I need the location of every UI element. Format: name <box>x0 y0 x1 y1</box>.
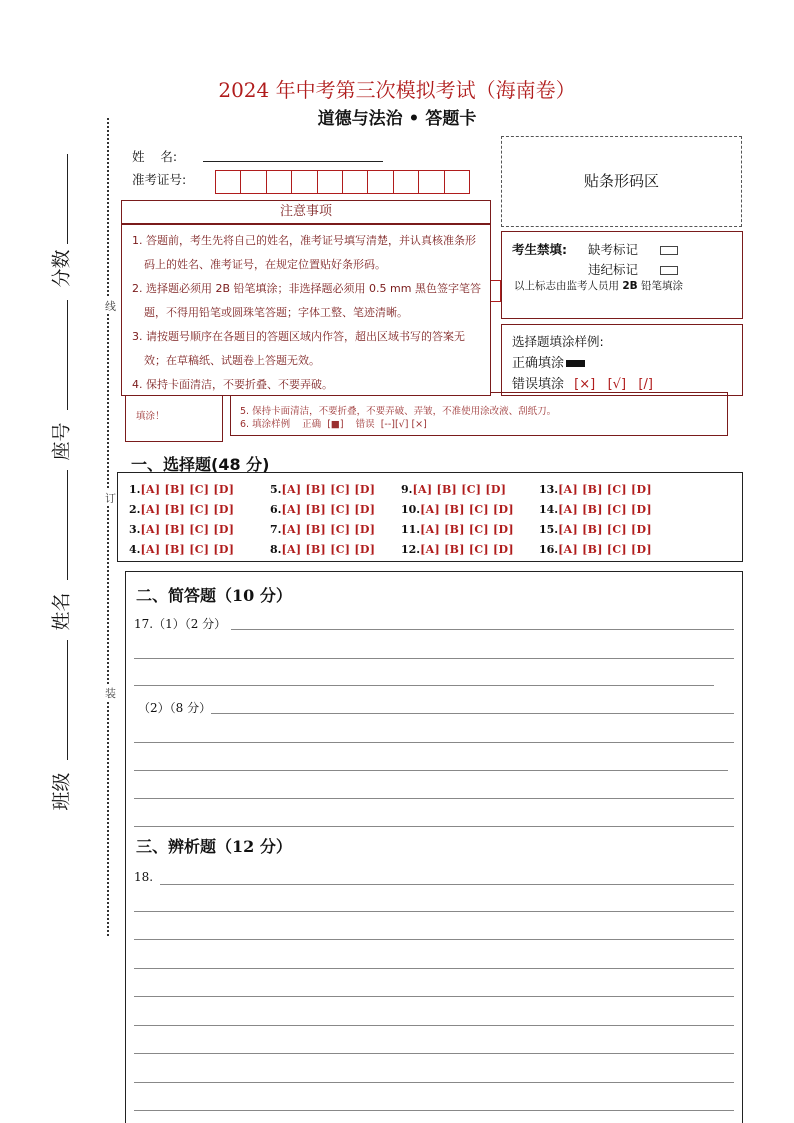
fill-sample-box <box>501 324 743 396</box>
score-underline <box>67 154 68 244</box>
notice-item: 2. 选择题必须用 2B 铅笔填涂；非选择题必须用 0.5 mm 黑色签字笔答题，不得用铅笔或圆珠笔答题；字体工整、笔迹清晰。 <box>132 282 481 319</box>
answer-line[interactable] <box>134 658 734 659</box>
q18-label: 18. <box>134 870 154 884</box>
answer-line[interactable] <box>134 685 714 686</box>
notice-item: 4. 保持卡面清洁，不要折叠、不要弄破。 <box>132 378 333 391</box>
notice-item: 1. 答题前，考生先将自己的姓名，准考证号填写清楚，并认真核准条形码上的姓名、准考证号，在规定位置贴好条形码。 <box>132 234 476 271</box>
ghost-fill-text: 填涂！ <box>136 411 165 422</box>
choice-q13[interactable]: 13.[A] [B] [C] [D] <box>539 483 652 496</box>
seat-underline <box>67 300 68 410</box>
exam-check-note: 以上标志由监考人员用 2B 铅笔填涂 <box>514 280 683 292</box>
exam-subtitle: 道德与法治 • 答题卡 <box>317 109 477 129</box>
choice-q1[interactable]: 1.[A] [B] [C] [D] <box>129 483 235 496</box>
q17-2-label: （2）（8 分） <box>138 701 212 715</box>
choice-q14[interactable]: 14.[A] [B] [C] [D] <box>539 503 652 516</box>
answer-line[interactable] <box>134 1053 734 1054</box>
violation-mark-label: 违纪标记 <box>588 262 639 277</box>
notice-item: 3. 请按题号顺序在各题目的答题区域内作答，超出区域书写的答案无效；在草稿纸、试题卷上答题无效。 <box>132 330 465 367</box>
answer-line[interactable] <box>134 911 734 912</box>
bind-mark-line: 线 <box>105 300 116 313</box>
exam-title: 2024 年中考第三次模拟考试（海南卷） <box>218 78 576 102</box>
fill-sample-wrong: 错误填涂 [×] [√] [/] <box>512 377 653 392</box>
section3-title: 三、辨析题（12 分） <box>136 837 292 856</box>
absent-mark[interactable] <box>588 240 678 258</box>
choice-q9[interactable]: 9.[A] [B] [C] [D] <box>401 483 507 496</box>
binding-line <box>107 118 109 936</box>
answer-area <box>125 571 743 1123</box>
answer-line[interactable] <box>134 742 734 743</box>
barcode-area: 贴条形码区 <box>501 136 742 227</box>
section2-title: 二、简答题（10 分） <box>136 586 292 605</box>
side-seat-label: 座号 <box>50 422 73 461</box>
answer-line[interactable] <box>211 713 734 714</box>
absent-mark-box[interactable] <box>660 246 678 255</box>
choice-q12[interactable]: 12.[A] [B] [C] [D] <box>401 543 514 556</box>
answer-line[interactable] <box>231 629 734 630</box>
fill-sample-title: 选择题填涂样例: <box>512 334 604 349</box>
choice-q7[interactable]: 7.[A] [B] [C] [D] <box>270 523 376 536</box>
exam-check-box <box>501 231 743 319</box>
answer-line[interactable] <box>134 968 734 969</box>
answer-line[interactable] <box>134 939 734 940</box>
ghost-line-5: 5. 保持卡面清洁，不要折叠，不要弄破、弄皱，不准使用涂改液、刮纸刀。 <box>240 406 557 417</box>
notice-title: 注意事项 <box>121 200 491 224</box>
side-name-label: 姓名 <box>50 592 73 631</box>
choice-q2[interactable]: 2.[A] [B] [C] [D] <box>129 503 235 516</box>
ghost-line-6: 6. 填涂样例 正确 [■] 错误 [--][√] [×] <box>240 419 427 430</box>
side-class-label: 班级 <box>50 772 73 811</box>
filled-mark-icon <box>566 360 585 367</box>
violation-mark[interactable] <box>588 260 678 278</box>
ghost-red-box <box>491 280 501 302</box>
answer-line[interactable] <box>134 1082 734 1083</box>
choice-q16[interactable]: 16.[A] [B] [C] [D] <box>539 543 652 556</box>
choice-q15[interactable]: 15.[A] [B] [C] [D] <box>539 523 652 536</box>
q17-1-label: 17.（1）（2 分） <box>134 617 227 631</box>
answer-line[interactable] <box>134 826 734 827</box>
exam-check-label: 考生禁填: <box>512 242 567 257</box>
answer-line[interactable] <box>134 798 734 799</box>
choice-q11[interactable]: 11.[A] [B] [C] [D] <box>401 523 514 536</box>
absent-mark-label: 缺考标记 <box>588 242 639 257</box>
choice-grid <box>117 472 743 562</box>
choice-q5[interactable]: 5.[A] [B] [C] [D] <box>270 483 376 496</box>
choice-q8[interactable]: 8.[A] [B] [C] [D] <box>270 543 376 556</box>
id-number-boxes[interactable] <box>216 170 470 194</box>
fill-sample-correct: 正确填涂 <box>512 352 585 371</box>
choice-q4[interactable]: 4.[A] [B] [C] [D] <box>129 543 235 556</box>
answer-line[interactable] <box>160 884 734 885</box>
notice-body <box>121 224 491 396</box>
name-label: 姓 名: <box>132 149 178 164</box>
violation-mark-box[interactable] <box>660 266 678 275</box>
answer-line[interactable] <box>134 770 728 771</box>
choice-q3[interactable]: 3.[A] [B] [C] [D] <box>129 523 235 536</box>
answer-line[interactable] <box>134 1110 734 1111</box>
side-score-label: 分数 <box>50 249 73 288</box>
section1-title: 一、选择题(48 分) <box>131 455 270 474</box>
name-field[interactable] <box>203 161 383 162</box>
answer-line[interactable] <box>134 1025 734 1026</box>
choice-q10[interactable]: 10.[A] [B] [C] [D] <box>401 503 514 516</box>
bind-mark-staple: 订 <box>105 492 116 505</box>
choice-q6[interactable]: 6.[A] [B] [C] [D] <box>270 503 376 516</box>
class-underline <box>67 640 68 760</box>
answer-line[interactable] <box>134 996 734 997</box>
bind-mark-bind: 装 <box>105 687 116 700</box>
name-underline <box>67 470 68 580</box>
id-label: 准考证号: <box>132 172 187 187</box>
